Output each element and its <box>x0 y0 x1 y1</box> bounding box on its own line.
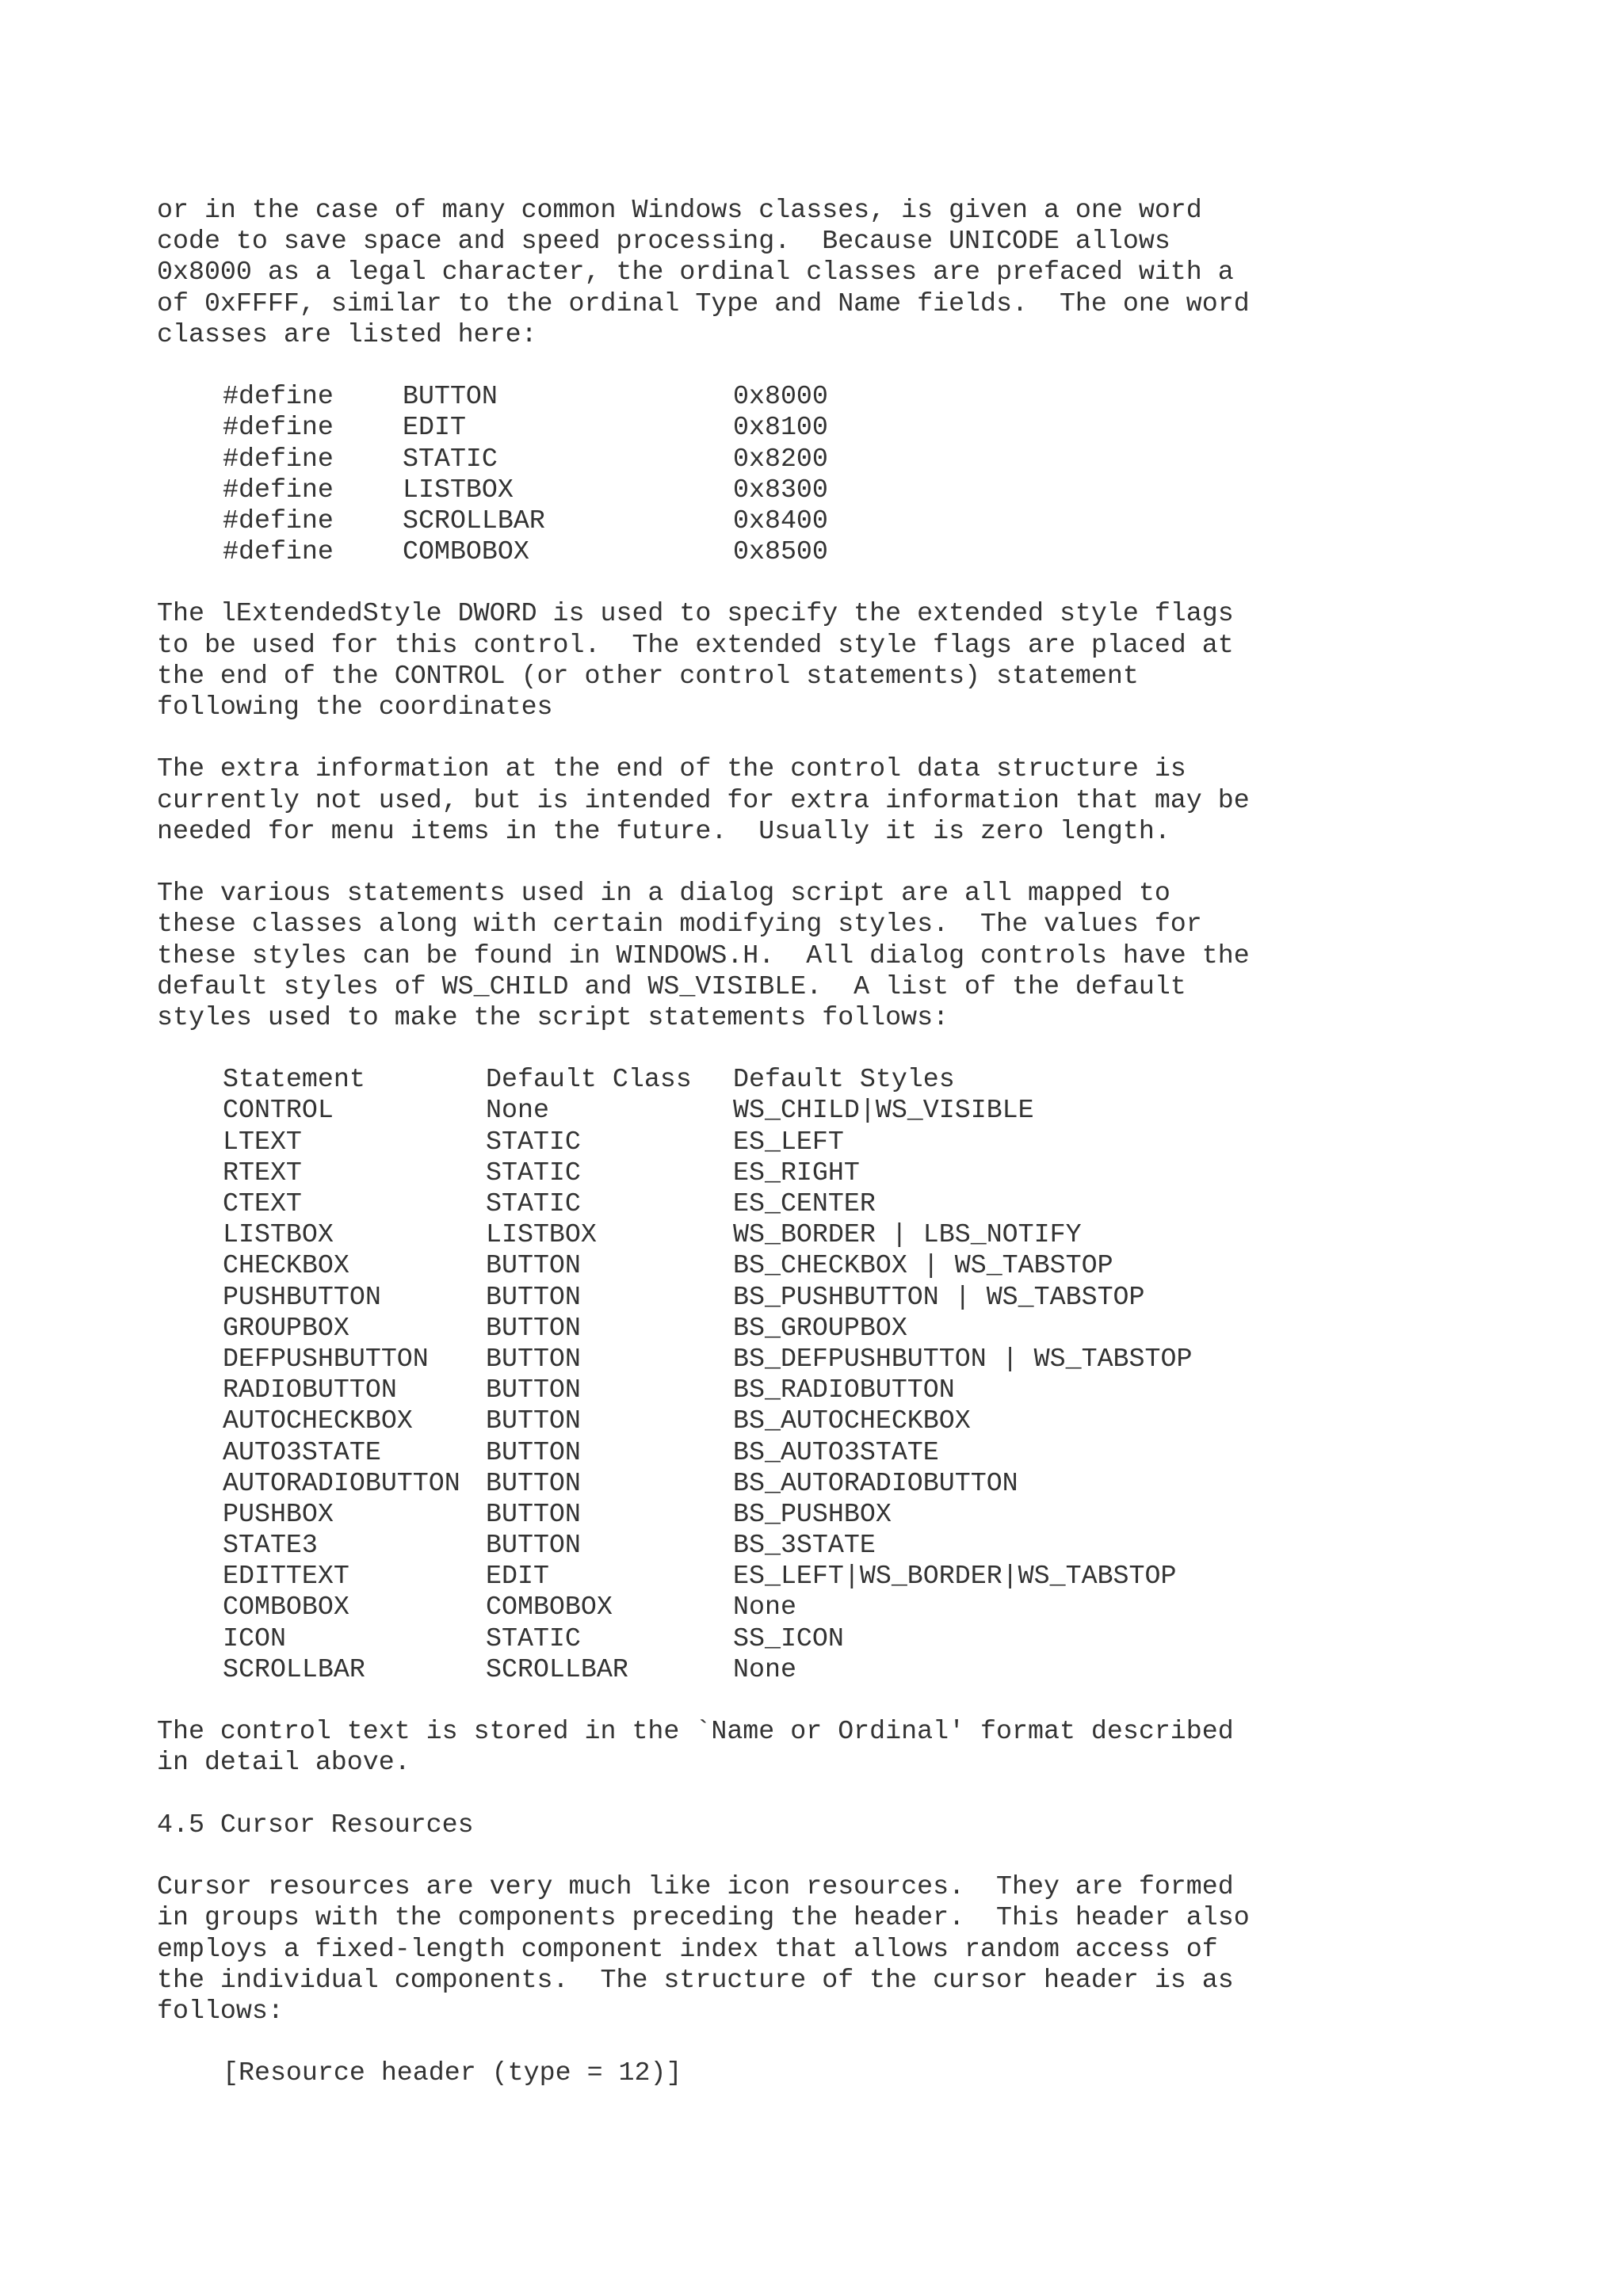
statement-styles: WS_BORDER | LBS_NOTIFY <box>733 1219 1082 1250</box>
statement-table-header <box>157 1064 1583 1095</box>
statement-name: CONTROL <box>223 1095 334 1126</box>
paragraph-control-text <box>157 1716 1583 1778</box>
statement-name: PUSHBOX <box>223 1498 334 1529</box>
define-value: 0x8400 <box>733 505 828 536</box>
statement-class: BUTTON <box>486 1467 581 1498</box>
statement-styles: BS_3STATE <box>733 1530 876 1561</box>
statement-styles: ES_LEFT <box>733 1126 844 1157</box>
statement-name: COMBOBOX <box>223 1592 349 1623</box>
define-value: 0x8100 <box>733 412 828 443</box>
statement-name: AUTOCHECKBOX <box>223 1405 413 1436</box>
text-line: following the coordinates <box>157 692 553 722</box>
statement-class: STATIC <box>486 1623 581 1653</box>
statement-row <box>157 1405 1583 1436</box>
statement-name: EDITTEXT <box>223 1561 349 1592</box>
statement-row <box>157 1375 1583 1405</box>
statement-name: STATE3 <box>223 1530 318 1561</box>
blank-line <box>157 1779 1583 1810</box>
statement-name: LISTBOX <box>223 1219 334 1250</box>
define-name: EDIT <box>403 412 466 443</box>
statement-row <box>157 1623 1583 1654</box>
statement-row <box>157 1095 1583 1126</box>
text-line: The extra information at the end of the control data structure is <box>157 753 1186 784</box>
define-keyword: #define <box>223 536 334 567</box>
define-name: BUTTON <box>403 381 498 412</box>
statement-class: BUTTON <box>486 1498 581 1529</box>
blank-line <box>157 723 1583 753</box>
text-line: these classes along with certain modifying styles. The values for <box>157 909 1202 940</box>
statement-row <box>157 1344 1583 1375</box>
statement-styles: BS_AUTOCHECKBOX <box>733 1405 971 1436</box>
statement-styles: BS_PUSHBOX <box>733 1498 892 1529</box>
define-keyword: #define <box>223 381 334 412</box>
text-line: 0x8000 as a legal character, the ordinal classes are prefaced with a <box>157 257 1234 288</box>
statement-class: BUTTON <box>486 1343 581 1374</box>
text-line: these styles can be found in WINDOWS.H. All dialog controls have the <box>157 940 1250 971</box>
statement-class: BUTTON <box>486 1250 581 1281</box>
statement-name: SCROLLBAR <box>223 1653 365 1684</box>
text-line: needed for menu items in the future. Usually it is zero length. <box>157 815 1170 846</box>
blank-line <box>157 350 1583 381</box>
statement-styles: BS_CHECKBOX | WS_TABSTOP <box>733 1250 1113 1281</box>
statement-name: LTEXT <box>223 1126 302 1157</box>
statement-row <box>157 1250 1583 1281</box>
define-keyword: #define <box>223 443 334 474</box>
section-heading: 4.5 Cursor Resources <box>157 1809 474 1840</box>
text-line: The various statements used in a dialog script are all mapped to <box>157 878 1170 909</box>
text-line: the end of the CONTROL (or other control statements) statement <box>157 660 1139 691</box>
text-line: code to save space and speed processing. Because UNICODE allows <box>157 226 1170 257</box>
define-table <box>157 381 1583 567</box>
statement-class: None <box>486 1095 549 1126</box>
statement-name: AUTO3STATE <box>223 1436 381 1467</box>
statement-styles: None <box>733 1592 796 1623</box>
paragraph-cursor-resources <box>157 1871 1583 2027</box>
blank-line <box>157 1685 1583 1716</box>
statement-styles: ES_LEFT|WS_BORDER|WS_TABSTOP <box>733 1561 1177 1592</box>
statement-row <box>157 1313 1583 1344</box>
text-line: default styles of WS_CHILD and WS_VISIBLE. A list of the default <box>157 971 1186 1001</box>
statement-name: AUTORADIOBUTTON <box>223 1467 460 1498</box>
document-page <box>157 195 1583 2088</box>
text-line: of 0xFFFF, similar to the ordinal Type and Name fields. The one word <box>157 288 1250 318</box>
statement-class: BUTTON <box>486 1375 581 1405</box>
statement-class: BUTTON <box>486 1530 581 1561</box>
statement-class: STATIC <box>486 1157 581 1188</box>
define-name: STATIC <box>403 443 498 474</box>
statement-class: LISTBOX <box>486 1219 597 1250</box>
statement-class: BUTTON <box>486 1405 581 1436</box>
paragraph-ordinal-classes <box>157 195 1583 350</box>
statement-name: ICON <box>223 1623 286 1653</box>
statement-name: PUSHBUTTON <box>223 1281 381 1312</box>
statement-class: BUTTON <box>486 1312 581 1343</box>
text-line: in detail above. <box>157 1747 411 1778</box>
define-name: LISTBOX <box>403 474 514 505</box>
statement-class: STATIC <box>486 1126 581 1157</box>
statement-class: SCROLLBAR <box>486 1653 628 1684</box>
text-line: the individual components. The structure of the cursor header is as <box>157 1964 1234 1995</box>
statement-row <box>157 1499 1583 1530</box>
statement-name: CHECKBOX <box>223 1250 349 1281</box>
statement-styles: BS_DEFPUSHBUTTON | WS_TABSTOP <box>733 1343 1193 1374</box>
statement-styles: WS_CHILD|WS_VISIBLE <box>733 1095 1034 1126</box>
resource-header-line: [Resource header (type = 12)] <box>223 2058 682 2088</box>
statement-row <box>157 1437 1583 1468</box>
text-line: in groups with the components preceding the header. This header also <box>157 1902 1250 1933</box>
text-line: styles used to make the script statements follows: <box>157 1001 949 1032</box>
statement-row <box>157 1654 1583 1685</box>
paragraph-dialog-statements <box>157 878 1583 1033</box>
column-header-styles: Default Styles <box>733 1064 955 1095</box>
statement-styles: BS_RADIOBUTTON <box>733 1375 955 1405</box>
statement-class: BUTTON <box>486 1436 581 1467</box>
statement-styles: BS_GROUPBOX <box>733 1312 907 1343</box>
statement-styles: ES_CENTER <box>733 1188 876 1219</box>
statement-row <box>157 1561 1583 1592</box>
statement-name: DEFPUSHBUTTON <box>223 1343 429 1374</box>
define-name: SCROLLBAR <box>403 505 545 536</box>
blank-line <box>157 847 1583 878</box>
blank-line <box>157 567 1583 598</box>
define-keyword: #define <box>223 505 334 536</box>
statement-row <box>157 1592 1583 1623</box>
statement-row <box>157 1158 1583 1188</box>
text-line: The control text is stored in the `Name or Ordinal' format described <box>157 1716 1234 1747</box>
statement-styles: BS_PUSHBUTTON | WS_TABSTOP <box>733 1281 1145 1312</box>
define-keyword: #define <box>223 474 334 505</box>
define-row <box>157 444 1583 475</box>
text-line: Cursor resources are very much like icon resources. They are formed <box>157 1871 1234 1902</box>
text-line: or in the case of many common Windows classes, is given a one word <box>157 195 1202 225</box>
statement-class: BUTTON <box>486 1281 581 1312</box>
define-name: COMBOBOX <box>403 536 529 567</box>
define-value: 0x8000 <box>733 381 828 412</box>
statement-table <box>157 1064 1583 1685</box>
statement-styles: BS_AUTORADIOBUTTON <box>733 1467 1018 1498</box>
define-row <box>157 475 1583 505</box>
statement-name: GROUPBOX <box>223 1312 349 1343</box>
statement-row <box>157 1188 1583 1219</box>
statement-styles: None <box>733 1653 796 1684</box>
column-header-statement: Statement <box>223 1064 365 1095</box>
paragraph-extra-information <box>157 753 1583 847</box>
statement-name: CTEXT <box>223 1188 302 1219</box>
statement-class: STATIC <box>486 1188 581 1219</box>
define-value: 0x8200 <box>733 443 828 474</box>
statement-class: EDIT <box>486 1561 549 1592</box>
statement-name: RADIOBUTTON <box>223 1375 397 1405</box>
blank-line <box>157 1840 1583 1871</box>
statement-row <box>157 1282 1583 1313</box>
text-line: follows: <box>157 1995 284 2026</box>
statement-row <box>157 1219 1583 1250</box>
blank-line <box>157 1033 1583 1064</box>
statement-styles: BS_AUTO3STATE <box>733 1436 939 1467</box>
statement-row <box>157 1127 1583 1158</box>
statement-row <box>157 1530 1583 1561</box>
statement-styles: ES_RIGHT <box>733 1157 860 1188</box>
define-keyword: #define <box>223 412 334 443</box>
text-line: classes are listed here: <box>157 318 537 349</box>
statement-name: RTEXT <box>223 1157 302 1188</box>
text-line: The lExtendedStyle DWORD is used to specify the extended style flags <box>157 598 1234 629</box>
define-value: 0x8300 <box>733 474 828 505</box>
column-header-class: Default Class <box>486 1064 692 1095</box>
statement-styles: SS_ICON <box>733 1623 844 1653</box>
define-row <box>157 412 1583 443</box>
text-line: to be used for this control. The extended style flags are placed at <box>157 629 1234 660</box>
statement-row <box>157 1468 1583 1499</box>
define-row <box>157 536 1583 567</box>
paragraph-extended-style <box>157 598 1583 723</box>
text-line: currently not used, but is intended for extra information that may be <box>157 784 1250 815</box>
statement-class: COMBOBOX <box>486 1592 613 1623</box>
blank-line <box>157 2027 1583 2058</box>
define-row <box>157 505 1583 536</box>
define-row <box>157 381 1583 412</box>
text-line: employs a fixed-length component index that allows random access of <box>157 1933 1218 1964</box>
define-value: 0x8500 <box>733 536 828 567</box>
